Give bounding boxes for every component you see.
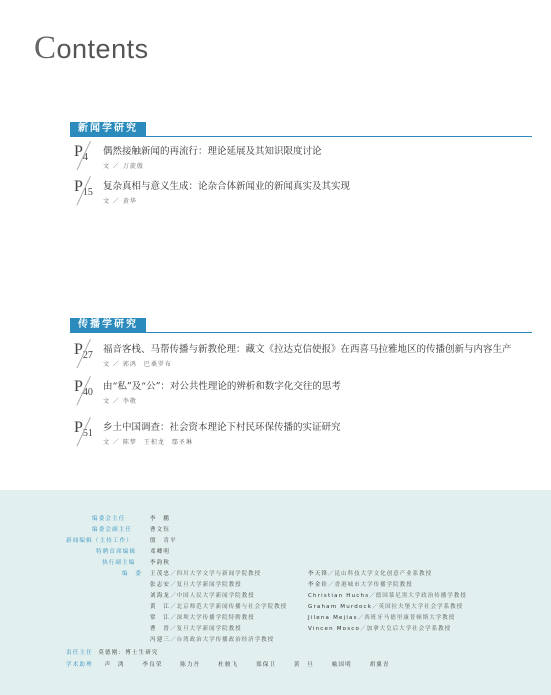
masthead-name: 殷 肯平 (150, 538, 177, 544)
article-title: 乡土中国调查：社会资本理论下村民环保传播的实证研究 (103, 422, 341, 433)
issue-editor: 责任主任 莫德刚：博士生研究 (66, 650, 159, 656)
section-divider (70, 332, 532, 333)
masthead-name: 邓卿明 (150, 549, 171, 555)
page-number: $P_{51}$ (74, 419, 93, 440)
section-label-journalism: 新闻学研究 (70, 122, 146, 136)
article-author: 文 ／ 万旋傲 (103, 163, 144, 170)
editor-row: Vincen Mosco／加拿大皇后大学社会学系教授 (308, 626, 452, 632)
article-author: 文 ／ 李敬 (103, 398, 137, 405)
article-title: 福音客栈、马帮传播与新教伦理：藏文《拉达克信使报》在西喜马拉雅地区的传播创新与内容生产 (103, 344, 512, 355)
editor-row: 李金铨／香港城市大学传播学院教授 (308, 582, 413, 588)
article-title: 由“私”及“公”：对公共性理论的辨析和数字化交往的思考 (103, 381, 341, 392)
section-label-communication: 传播学研究 (70, 318, 146, 332)
page-number: $P_4$ (74, 143, 88, 164)
article-title: 复杂真相与意义生成：论杂合体新闻业的新闻真实及其实现 (103, 181, 351, 192)
section-divider (70, 136, 532, 137)
masthead-name: 李韵秋 (150, 560, 171, 566)
page-number: $P_{27}$ (74, 341, 93, 362)
article-entry[interactable] (70, 341, 530, 381)
article-entry[interactable] (70, 143, 530, 183)
copyeditors-row: 学术助理 声 鸿 李良荣 陈力丹 杜骏飞 郑保卫 黄 旦 喻国明 胡翼青 (66, 662, 390, 668)
editors-label: 编 委 (122, 571, 143, 577)
article-entry[interactable] (70, 178, 530, 218)
editor-row: 王茂忠／四川大学文学与新闻学院教授 (150, 571, 262, 577)
contents-title: Contents (34, 30, 149, 66)
editor-row: 刘海龙／中国人民大学新闻学院教授 (150, 593, 255, 599)
editor-row: Christian Huchs／德国慕尼黑大学政治传播学教授 (308, 593, 467, 599)
masthead-role: 特聘首席编辑 (96, 549, 137, 555)
editor-row: 黄 江／北京师范大学新闻传播与社会学院教授 (150, 604, 288, 610)
editor-row: 曹 晋／复旦大学新闻学院教授 (150, 626, 242, 632)
masthead-panel (0, 490, 551, 695)
masthead-role: 编委会主任 (92, 516, 126, 522)
article-author: 文 ／ 黄华 (103, 198, 137, 205)
article-author: 文 ／ 陈梦 王积龙 鄢圣琳 (103, 439, 193, 446)
masthead-name: 曹文钰 (150, 527, 171, 533)
page-number: $P_{40}$ (74, 378, 93, 399)
masthead-role: 执行副主编 (102, 560, 136, 566)
page-number: $P_{15}$ (74, 178, 93, 199)
article-entry[interactable] (70, 419, 530, 459)
masthead-name: 李 鹏 (150, 516, 171, 522)
article-entry[interactable] (70, 378, 530, 418)
editor-row: Graham Murdock／英国拉夫堡大学社会学系教授 (308, 604, 464, 610)
masthead-role: 编委会副主任 (92, 527, 133, 533)
article-author: 文 ／ 郭鸿 巴桑罗布 (103, 361, 172, 368)
article-title: 偶然接触新闻的再流行：理论延展及其知识限度讨论 (103, 146, 322, 157)
editor-row: 张志安／复旦大学新闻学院教授 (150, 582, 242, 588)
editor-row: 李天锋／昆山科技大学文化创意产业系教授 (308, 571, 433, 577)
editor-row: 常 江／深圳大学传播学院特聘教授 (150, 615, 255, 621)
editor-row: Jilena Mejias／西班牙马德里康普顿斯大学教授 (308, 615, 456, 621)
editor-row: 冯建三／台湾政治大学传播政治经济学教授 (150, 637, 275, 643)
masthead-role: 新闻编辑（主持工作） (66, 538, 134, 544)
